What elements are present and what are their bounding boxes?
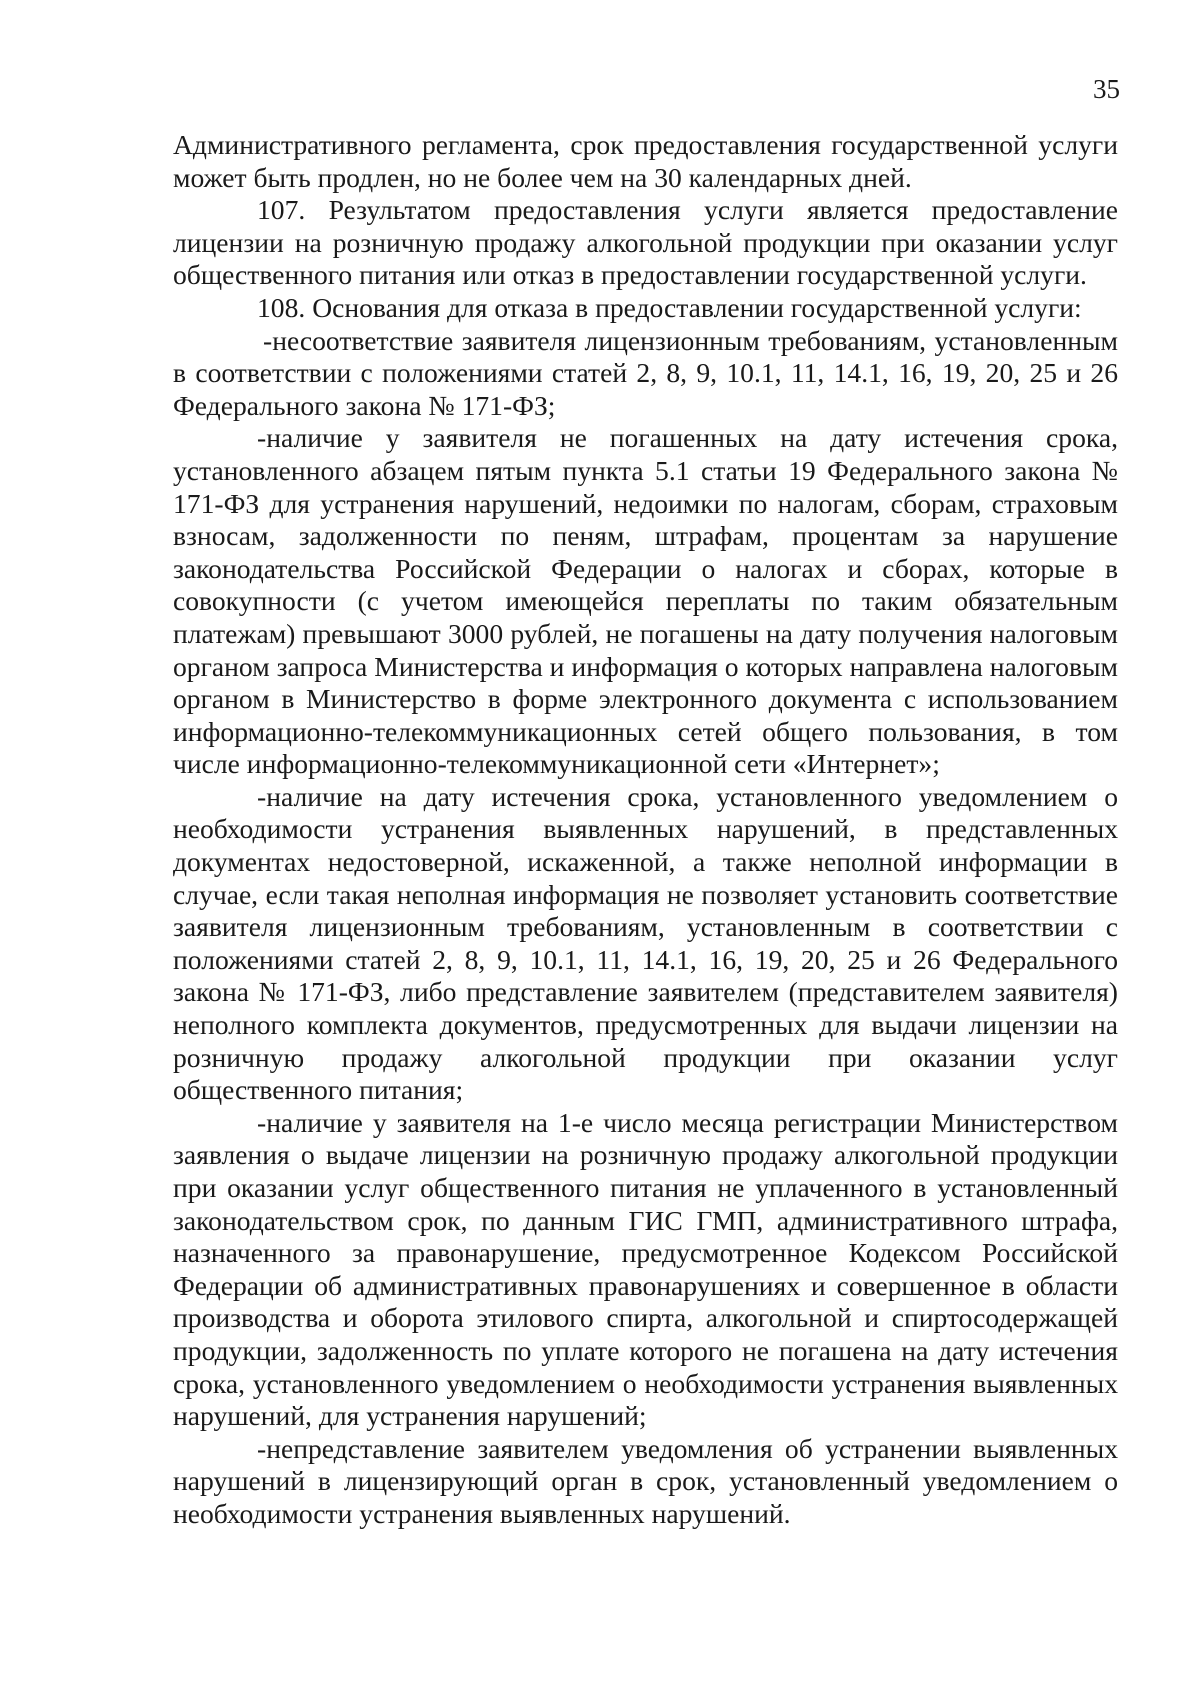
- page-number: 35: [1093, 74, 1120, 104]
- list-item-no-notice: -непредставление заявителем уведомления об устранении выявленных нарушений в лицензирующий орган в срок, установленный уведомлением о необходимости устранения выявленных нарушений.: [173, 1432, 1118, 1529]
- paragraph-107: 107. Результатом предоставления услуги является предоставление лицензии на розничную продажу алкогольной продукции при оказании услуг общественного питания или отказ в предоставлении государственной услуги.: [173, 194, 1118, 291]
- paragraph-108: 108. Основания для отказа в предоставлении государственной услуги:: [257, 291, 1082, 323]
- list-item-inaccurate-documents: -наличие на дату истечения срока, установленного уведомлением о необходимости устранения выявленных нарушений, в представленных документах недостоверной, искаженной, а также неполной информации в случае, если такая неполная информация не позволяет установить соответствие заявителя лицензионным требованиям, установленным в соответствии с положениями статей 2, 8, 9, 10.1, 11, 14.1, 16, 19, 20, 25 и 26 Федерального закона № 171-ФЗ, либо представление заявителем (представителем заявителя) неполного комплекта документов, предусмотренных для выдачи лицензии на розничную продажу алкогольной продукции при оказании услуг общественного питания;: [173, 780, 1118, 1106]
- paragraph-continuation: Административного регламента, срок предоставления государственной услуги может быть продлен, но не более чем на 30 календарных дней.: [173, 129, 1118, 193]
- list-item-noncompliance: -несоответствие заявителя лицензионным требованиям, установленным в соответствии с положениями статей 2, 8, 9, 10.1, 11, 14.1, 16, 19, 20, 25 и 26 Федерального закона № 171-ФЗ;: [173, 324, 1118, 421]
- document-body: [173, 129, 1118, 1531]
- list-item-unpaid-fine: -наличие у заявителя на 1-е число месяца регистрации Министерством заявления о выдаче лицензии на розничную продажу алкогольной продукции при оказании услуг общественного питания не уплаченного в установленный законодательством срок, по данным ГИС ГМП, административного штрафа, назначенного за правонарушение, предусмотренное Кодексом Российской Федерации об административных правонарушениях и совершенное в области производства и оборота этилового спирта, алкогольной и спиртосодержащей продукции, задолженность по уплате которого не погашена на дату истечения срока, установленного уведомлением о необходимости устранения выявленных нарушений, для устранения нарушений;: [173, 1106, 1118, 1432]
- list-item-tax-arrears: -наличие у заявителя не погашенных на дату истечения срока, установленного абзацем пятым пункта 5.1 статьи 19 Федерального закона № 171-ФЗ для устранения нарушений, недоимки по налогам, сборам, страховым взносам, задолженности по пеням, штрафам, процентам за нарушение законодательства Российской Федерации о налогах и сборах, которые в совокупности (с учетом имеющейся переплаты по таким обязательным платежам) превышают 3000 рублей, не погашены на дату получения налоговым органом запроса Министерства и информация о которых направлена налоговым органом в Министерство в форме электронного документа с использованием информационно-телекоммуникационных сетей общего пользования, в том числе информационно-телекоммуникационной сети «Интернет»;: [173, 422, 1118, 780]
